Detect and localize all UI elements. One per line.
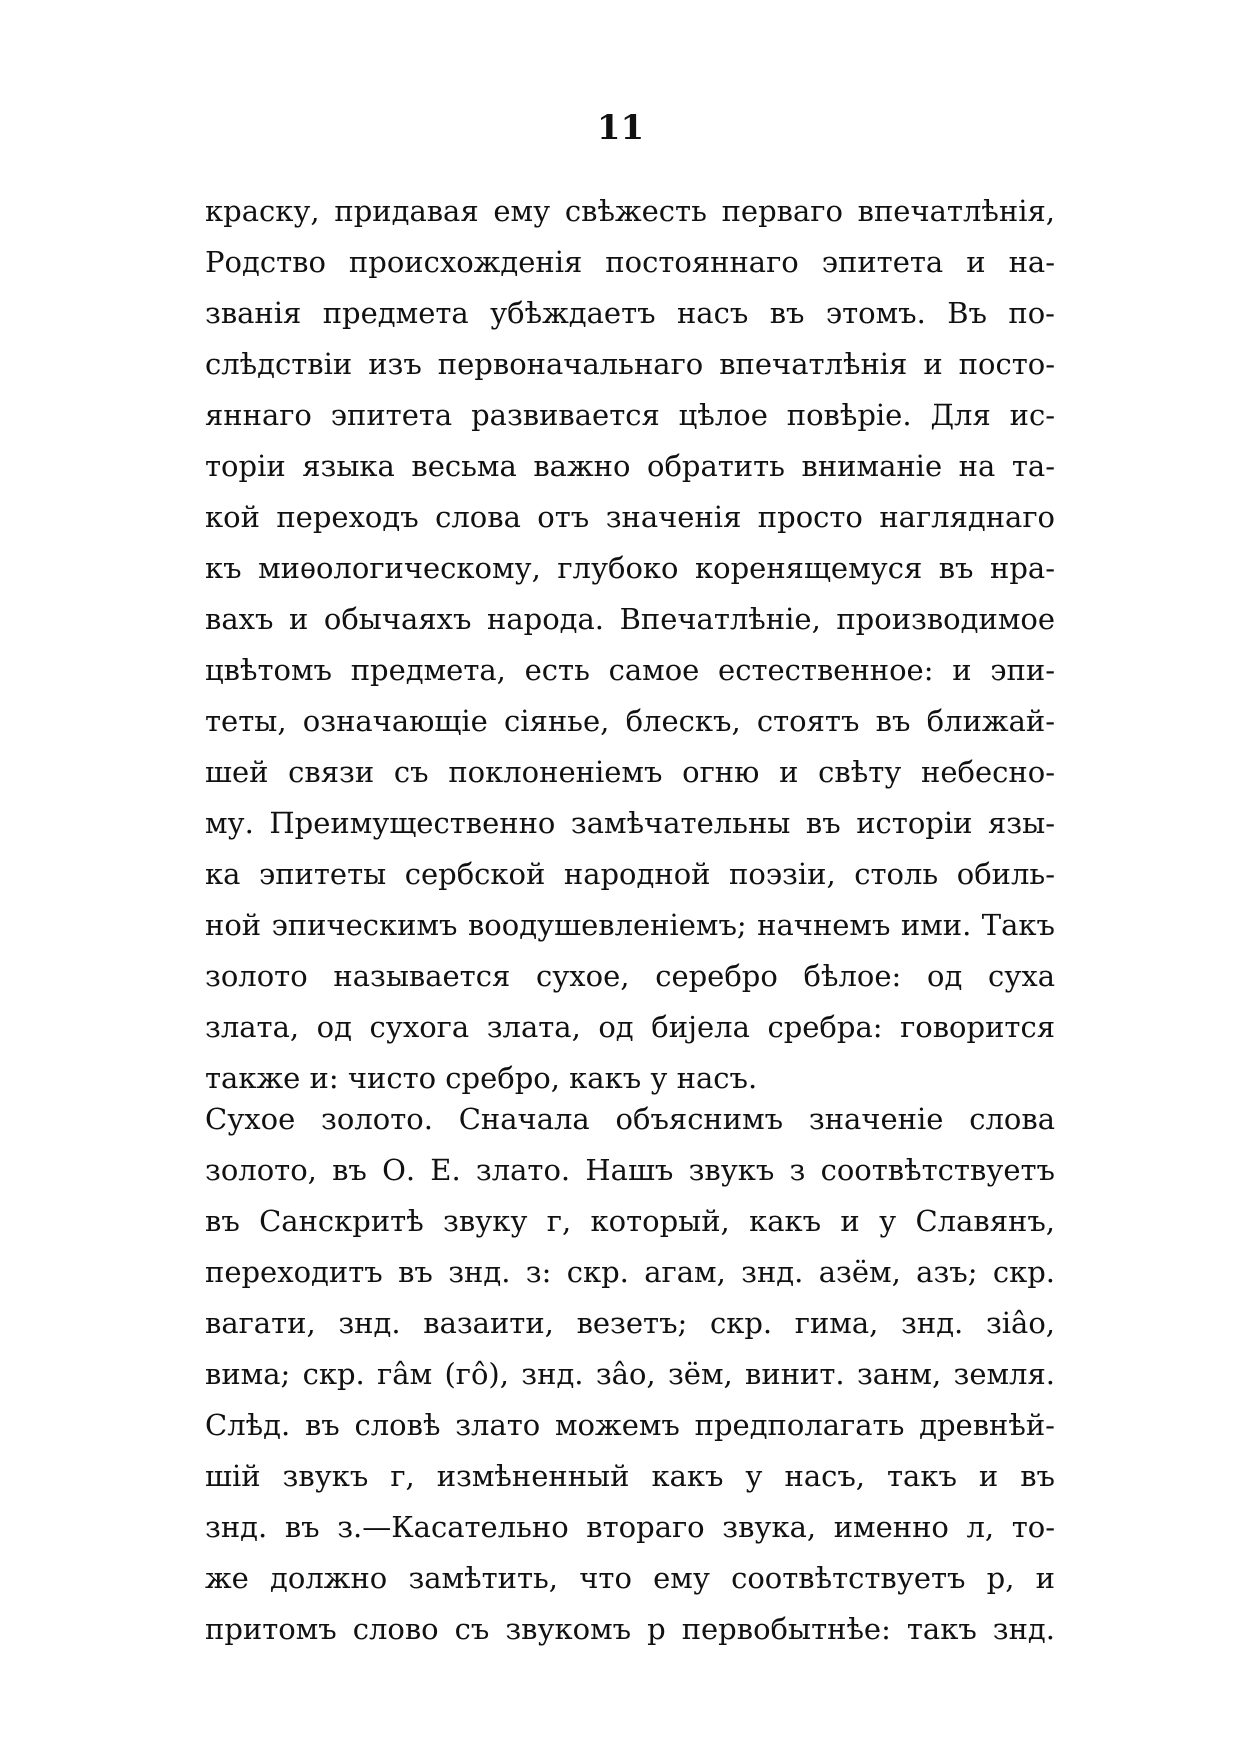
text-line: ной эпическимъ воодушевленіемъ; начнемъ ими. Такъ [205,908,1055,942]
text-line: шій звукъ г, измѣненный какъ у насъ, такъ и въ [205,1459,1055,1493]
text-line: яннаго эпитета развивается цѣлое повѣріе. Для ис- [205,398,1055,432]
text-line: торіи языка весьма важно обратить вниманіе на та- [205,449,1055,483]
text-line: злата, од сухога злата, од бијела сребра: говорится [205,1010,1055,1044]
text-line: золото, въ О. Е. злато. Нашъ звукъ з соотвѣтствуетъ [205,1153,1055,1187]
text-line: золото называется сухое, серебро бѣлое: од суха [205,959,1055,993]
paragraph-2 [205,1094,1055,1655]
paragraph-1 [205,186,1055,1104]
text-line: Родство происхожденія постояннаго эпитета и на- [205,245,1055,279]
text-line: ка эпитеты сербской народной поэзіи, столь обиль- [205,857,1055,891]
text-line: краску, придавая ему свѣжесть перваго впечатлѣнія, [205,194,1055,228]
text-line: слѣдствіи изъ первоначальнаго впечатлѣнія и посто- [205,347,1055,381]
text-line: кой переходъ слова отъ значенія просто нагляднаго [205,500,1055,534]
text-line: вахъ и обычаяхъ народа. Впечатлѣніе, производимое [205,602,1055,636]
text-line: му. Преимущественно замѣчательны въ исторіи язы- [205,806,1055,840]
text-line: Сухое золото. Сначала объяснимъ значеніе слова [205,1102,1055,1136]
text-line: цвѣтомъ предмета, есть самое естественное: и эпи- [205,653,1055,687]
text-line: званія предмета убѣждаетъ насъ въ этомъ. Въ по- [205,296,1055,330]
page-number: 11 [596,108,645,148]
text-line: къ миѳологическому, глубоко коренящемуся въ нра- [205,551,1055,585]
text-line: теты, означающіе сіянье, блескъ, стоятъ въ ближай- [205,704,1055,738]
text-line: шей связи съ поклоненіемъ огню и свѣту небесно- [205,755,1055,789]
text-line: знд. въ з.—Касательно втораго звука, именно л, то- [205,1510,1055,1544]
text-line: также и: чисто сребро, какъ у насъ. [205,1061,758,1095]
text-line: вима; скр. гâм (гô), знд. зâо, зём, винит. занм, земля. [205,1357,1055,1391]
text-line: вагати, знд. вазаити, везетъ; скр. гима, знд. зіâо, [205,1306,1055,1340]
text-line: же должно замѣтить, что ему соотвѣтствуетъ р, и [205,1561,1055,1595]
text-line: Слѣд. въ словѣ злато можемъ предполагать древнѣй- [205,1408,1055,1442]
text-line: въ Санскритѣ звуку г, который, какъ и у Славянъ, [205,1204,1055,1238]
text-line: притомъ слово съ звукомъ р первобытнѣе: такъ знд. [205,1612,1055,1646]
text-line: переходитъ въ знд. з: скр. агам, знд. азём, азъ; скр. [205,1255,1055,1289]
